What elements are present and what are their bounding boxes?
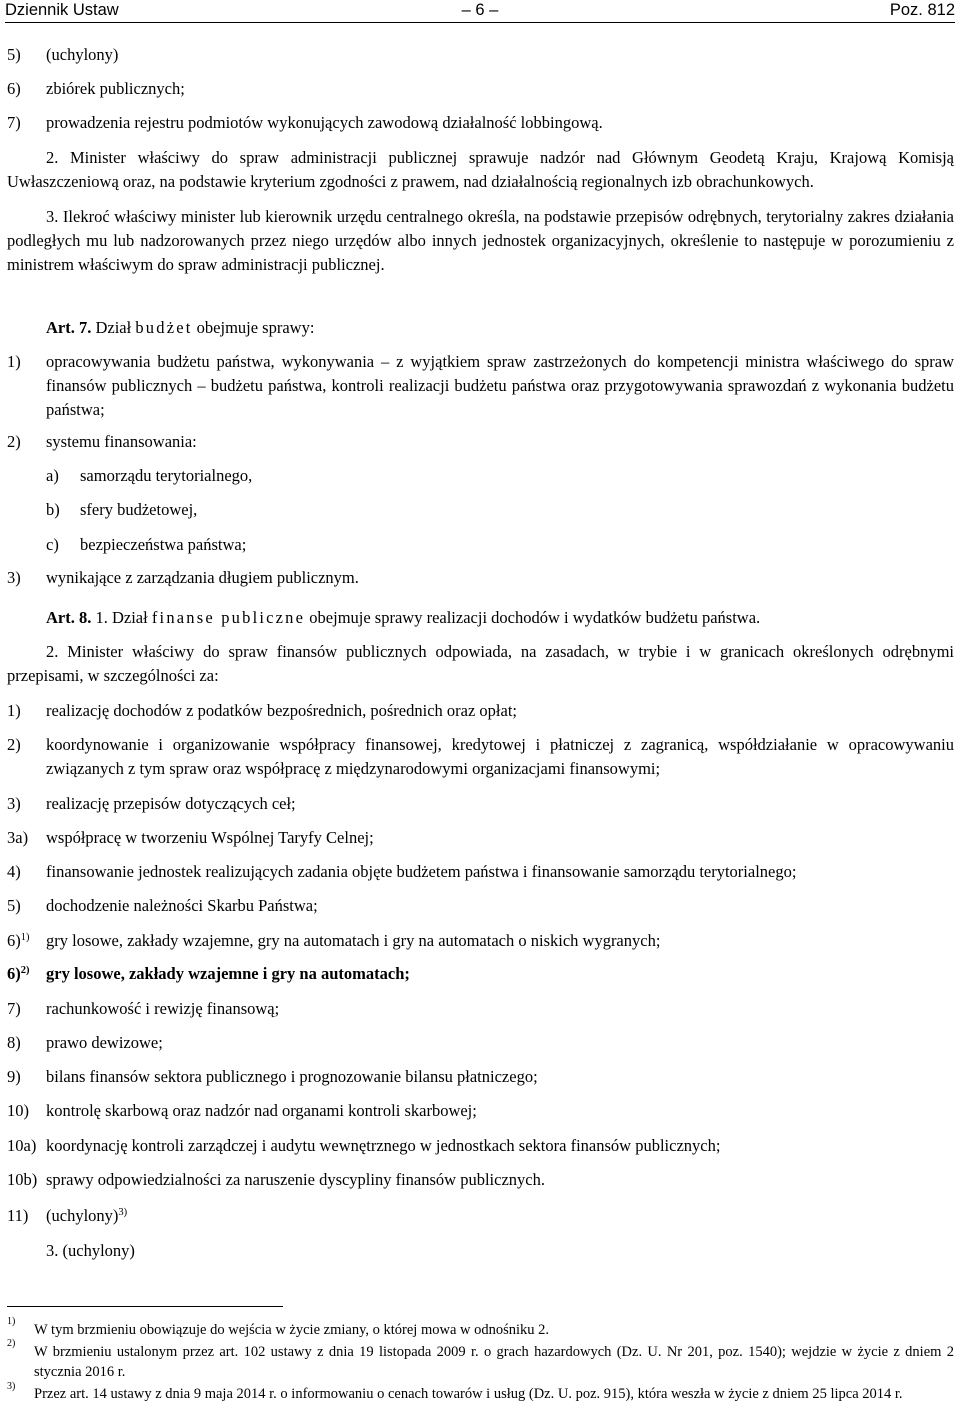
paragraph: 3. (uchylony) [46,1241,135,1260]
sub-item-letter: a) [46,466,59,485]
list-item-text: gry losowe, zakłady wzajemne i gry na automatach; [46,964,410,983]
list-item-number: 10a) [7,1136,37,1155]
footnote-divider [7,1306,283,1307]
list-item-number: 10) [7,1101,29,1120]
list-item-text: kontrolę skarbową oraz nadzór nad organami kontroli skarbowej; [46,1101,477,1120]
list-item-number: 4) [7,862,21,881]
list-item-text: realizację dochodów z podatków bezpośrednich, pośrednich oraz opłat; [46,701,517,720]
journal-title: Dziennik Ustaw [5,1,119,19]
sub-item-letter: b) [46,500,60,519]
footnote-text: W brzmieniu ustalonym przez art. 102 ustawy z dnia 19 listopada 2009 r. o grach hazardowych (Dz. U. Nr 201, poz. 1540); wejdzie w życie z dniem 2 stycznia 2016 r. [34,1344,954,1380]
list-item-text: koordynację kontroli zarządczej i audytu wewnętrznego w jednostkach sektora finansów publicznych; [46,1136,721,1155]
list-item-number: 3) [7,568,21,587]
list-item-number: 11) [7,1206,29,1225]
list-item-text: (uchylony)$^{3)}$ [46,1206,128,1225]
article-label: Art. 8. [46,608,92,627]
footnote-mark: 1) [7,1316,16,1327]
list-item-number: 5) [7,45,21,64]
article-label: Art. 7. [46,318,92,337]
article-intro: obejmuje sprawy realizacji dochodów i wydatków budżetu państwa. [309,608,761,627]
paragraph: 2. Minister właściwy do spraw administracji publicznej sprawuje nadzór nad Głównym Geodetą Kraju, Krajową Komisją Uwłaszczeniową oraz, na podstawie kryterium zgodności z prawem, nad działalnością regionalnych izb obrachunkowych. [7,148,954,191]
article-heading [46,316,946,340]
footnote-mark: 2) [7,1338,16,1349]
footnote-ref[interactable]: 3) [118,1207,128,1218]
section-name: finanse publiczne [151,608,306,627]
list-item-text: dochodzenie należności Skarbu Państwa; [46,896,318,915]
article-heading [46,606,946,630]
list-item-number: 6) [7,79,21,98]
list-item-number: 7) [7,113,21,132]
list-item-text: współpracę w tworzeniu Wspólnej Taryfy Celnej; [46,828,374,847]
section-name: budżet [135,318,193,337]
list-item-text: prowadzenia rejestru podmiotów wykonujących zawodową działalność lobbingową. [46,113,603,132]
sub-item-text: bezpieczeństwa państwa; [80,535,247,554]
list-item-text: opracowywania budżetu państwa, wykonywania – z wyjątkiem spraw zastrzeżonych do kompetencji ministra właściwego do spraw finansów publicznych – budżetu państwa, kontroli realizacji budżetu państwa oraz przygotowywania sprawozdań z wykonania budżetu państwa; [46,352,954,419]
list-item-text: bilans finansów sektora publicznego i prognozowanie bilansu płatniczego; [46,1067,538,1086]
page-header [5,0,955,23]
list-item-number: 1) [7,352,21,371]
article-intro: 1. Dział [95,608,148,627]
list-item-text: wynikające z zarządzania długiem publicznym. [46,568,359,587]
list-item-number: 6)$^{2)}$ [7,964,30,983]
sub-item-text: sfery budżetowej, [80,500,198,519]
sub-item-letter: c) [46,535,59,554]
list-item-number: 6)$^{1)}$ [7,931,30,950]
footnote-text: W tym brzmieniu obowiązuje do wejścia w życie zmiany, o której mowa w odnośniku 2. [34,1322,550,1338]
footnote-text: Przez art. 14 ustawy z dnia 9 maja 2014 r. o informowaniu o cenach towarów i usług (Dz. U. poz. 915), która weszła w życie z dniem 25 lipca 2014 r. [34,1386,903,1402]
sub-item-text: samorządu terytorialnego, [80,466,253,485]
paragraph: 2. Minister właściwy do spraw finansów publicznych odpowiada, na zasadach, w trybie i w granicach określonych odrębnymi przepisami, w szczególności za: [7,642,954,685]
footnote-ref[interactable]: 1) [20,932,30,943]
list-item-number: 2) [7,735,21,754]
position-number: Poz. 812 [889,1,955,19]
list-item-text: (uchylony) [46,45,119,64]
list-item-number: 3a) [7,828,29,847]
list-item-text: sprawy odpowiedzialności za naruszenie dyscypliny finansów publicznych. [46,1170,545,1189]
list-item-text: systemu finansowania: [46,432,197,451]
list-item-number: 10b) [7,1170,38,1189]
list-item-number: 5) [7,896,21,915]
list-item-number: 8) [7,1033,21,1052]
list-item-number: 1) [7,701,21,720]
list-item-text: finansowanie jednostek realizujących zadania objęte budżetem państwa i finansowanie samorządu terytorialnego; [46,862,797,881]
article-intro: Dział [95,318,132,337]
list-item-number: 9) [7,1067,21,1086]
article-intro: obejmuje sprawy: [196,318,315,337]
paragraph: 3. Ilekroć właściwy minister lub kierownik urzędu centralnego określa, na podstawie przepisów odrębnych, terytorialny zakres działania podległych mu lub nadzorowanych przez niego urzędów albo innych jednostek organizacyjnych, określenie to następuje w porozumieniu z ministrem właściwym do spraw administracji publicznej. [7,207,954,274]
page-number: – 6 – [461,1,499,19]
list-item-number: 3) [7,794,21,813]
list-item-text: realizację przepisów dotyczących ceł; [46,794,296,813]
footnote-mark: 3) [7,1381,16,1392]
list-item-text: rachunkowość i rewizję finansową; [46,999,280,1018]
list-item-text: zbiórek publicznych; [46,79,185,98]
list-item-text: gry losowe, zakłady wzajemne, gry na automatach i gry na automatach o niskich wygranych; [46,931,661,950]
list-item-text: prawo dewizowe; [46,1033,163,1052]
footnote-ref[interactable]: 2) [20,965,30,976]
list-item-number: 2) [7,432,21,451]
list-item-number: 7) [7,999,21,1018]
list-item-text: koordynowanie i organizowanie współpracy finansowej, kredytowej i płatniczej z zagranicą, współdziałanie w opracowywaniu związanych z tym spraw oraz współpracę z międzynarodowymi organizacjami finansowymi; [46,735,954,778]
